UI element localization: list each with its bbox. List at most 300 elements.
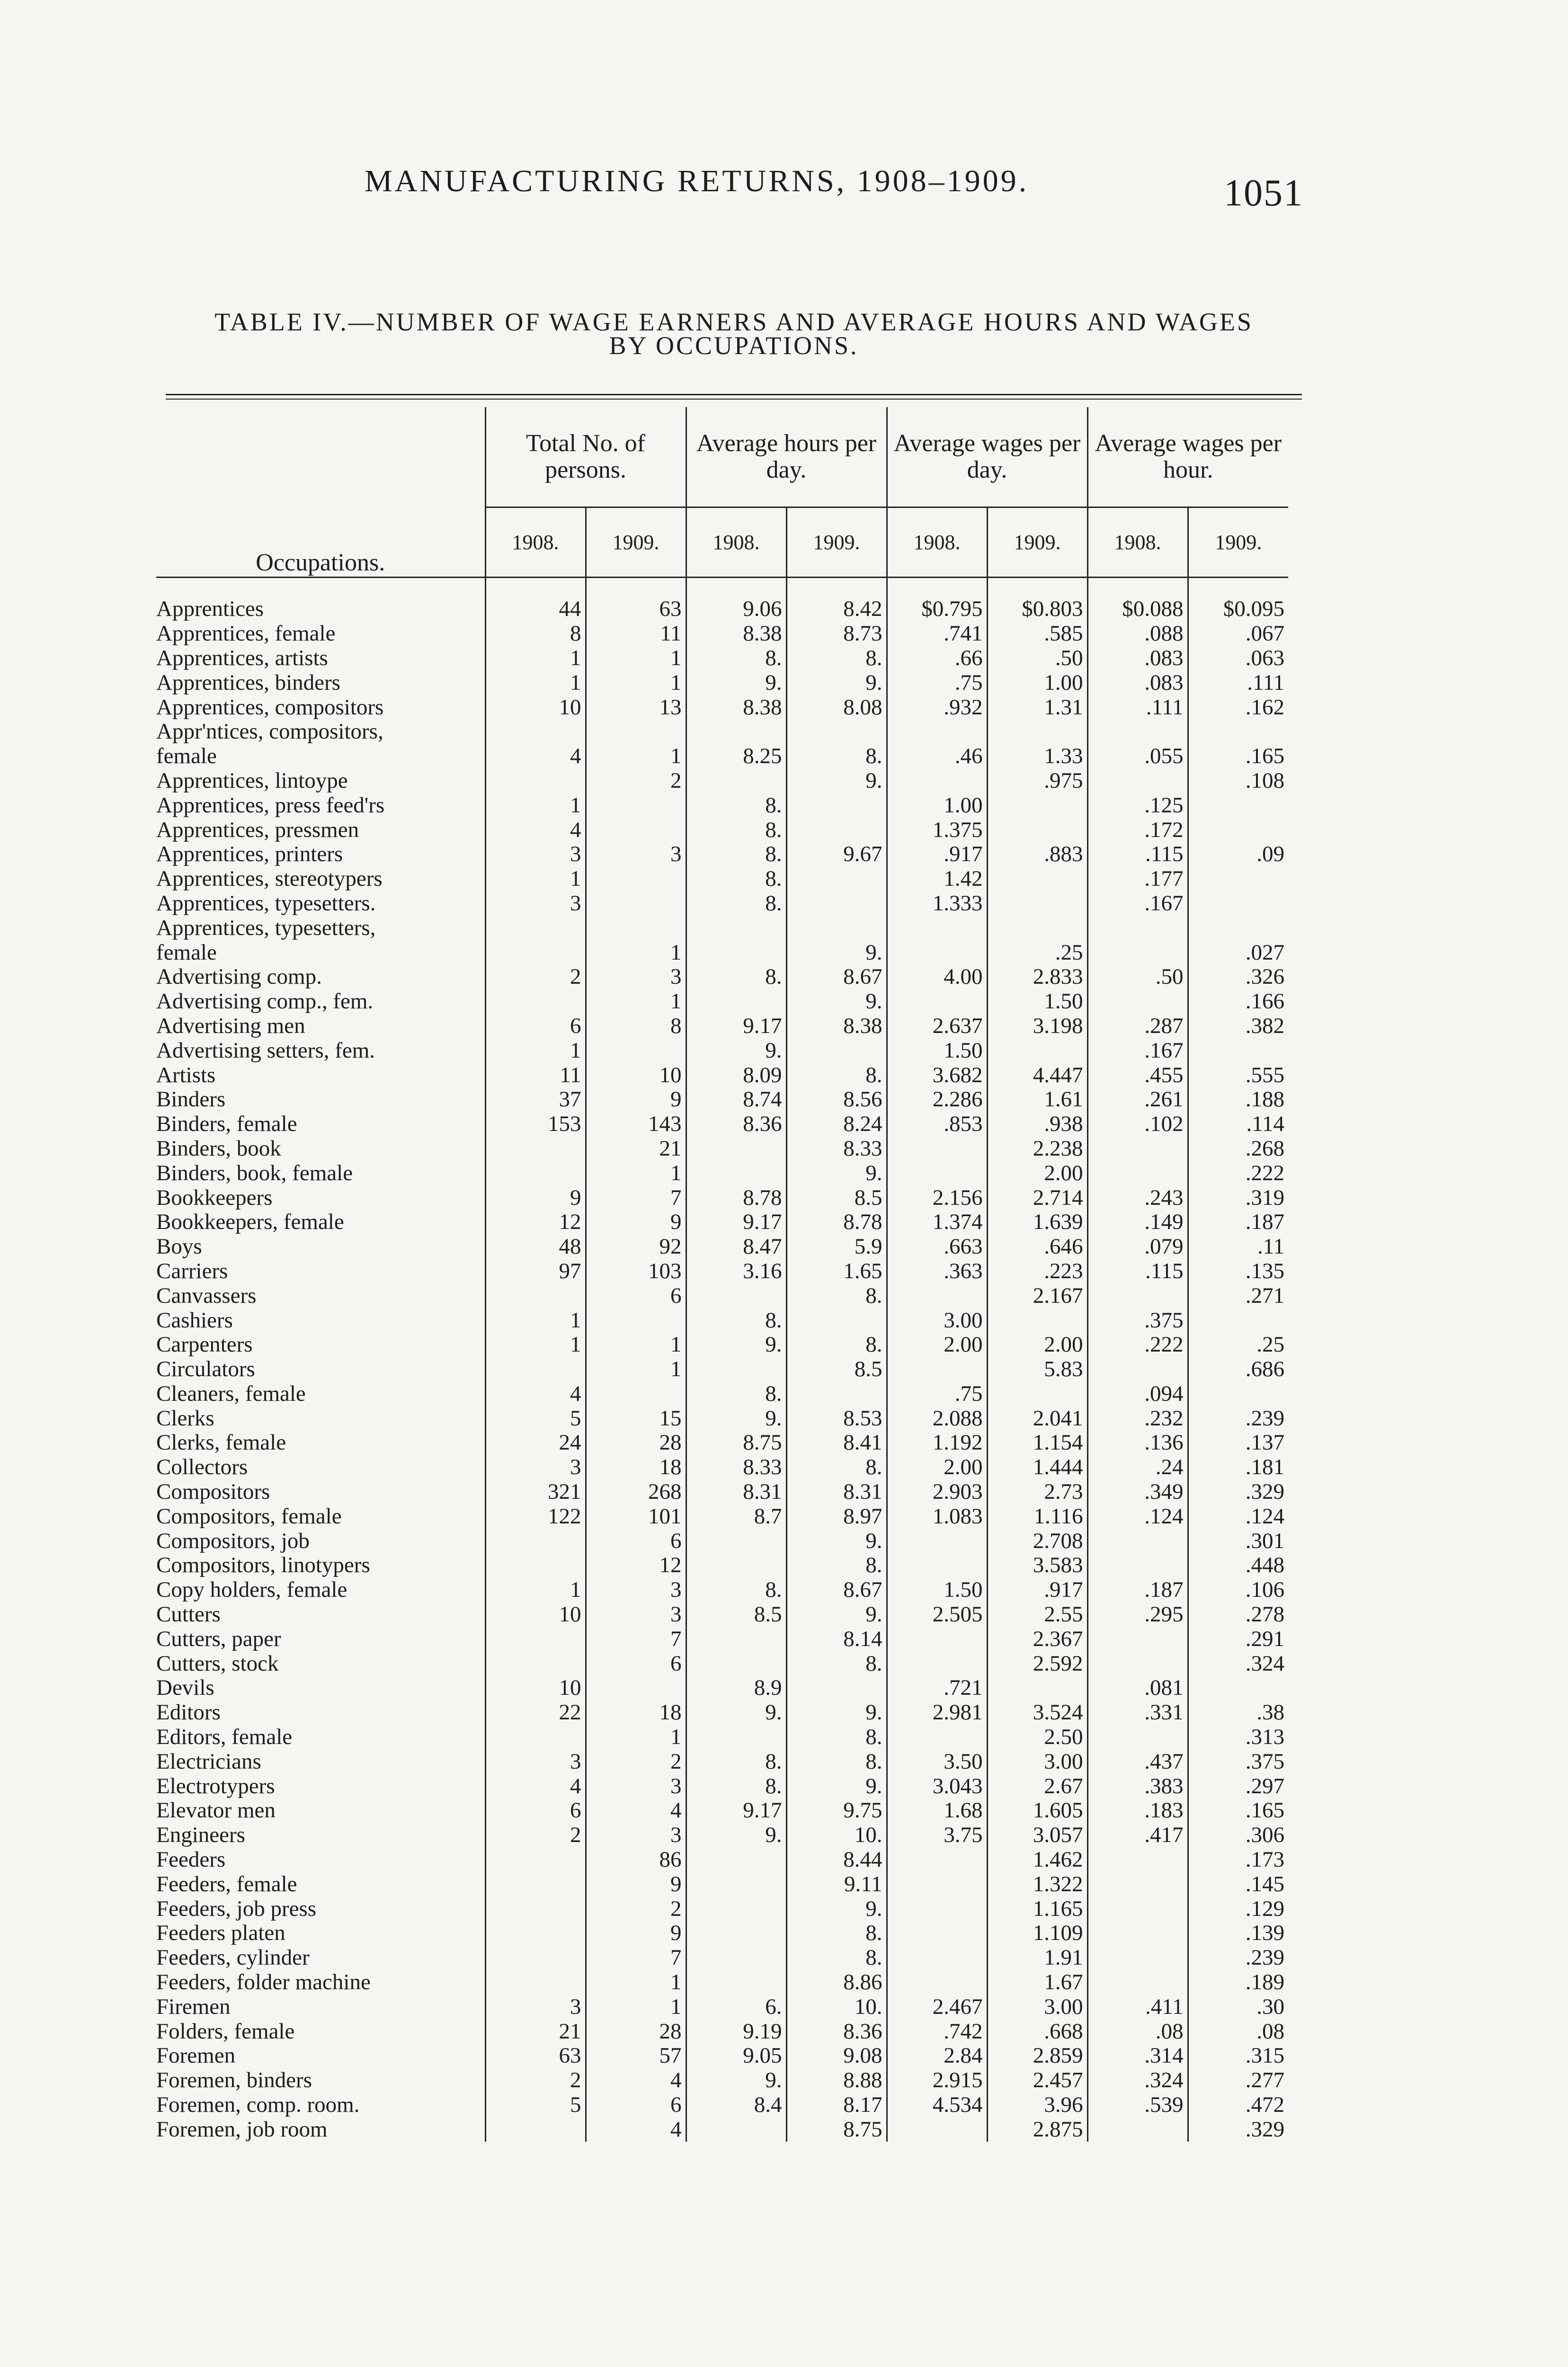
table-row <box>156 1063 1288 1087</box>
table-row <box>156 2019 1288 2044</box>
value-cell <box>485 1848 586 1872</box>
value-cell: .268 <box>1188 1137 1288 1161</box>
value-cell: 9. <box>786 1774 887 1798</box>
value-cell <box>586 1382 686 1406</box>
value-cell: 5 <box>485 2093 586 2118</box>
value-cell: 37 <box>485 1087 586 1112</box>
table-row <box>156 695 1288 720</box>
value-cell: 3.524 <box>987 1700 1087 1725</box>
value-cell: 321 <box>485 1480 586 1504</box>
occupation-cell: Apprentices, press feed'rs <box>156 793 385 818</box>
table-top-rule-2 <box>166 399 1302 400</box>
value-cell <box>686 1872 786 1896</box>
value-cell <box>485 769 586 793</box>
value-cell: .938 <box>987 1112 1087 1137</box>
value-cell: 3 <box>485 1749 586 1774</box>
value-cell <box>686 1627 786 1651</box>
value-cell: 2.088 <box>887 1406 987 1431</box>
occupation-cell: Circulators <box>156 1357 255 1382</box>
occupation-cell: Apprentices <box>156 596 264 622</box>
value-cell: 24 <box>485 1431 586 1455</box>
value-cell: 7 <box>586 1185 686 1210</box>
value-cell: .139 <box>1188 1921 1288 1946</box>
value-cell: 8. <box>686 1382 786 1406</box>
value-cell: 86 <box>586 1848 686 1872</box>
value-cell: 2.714 <box>987 1185 1087 1210</box>
value-cell: .306 <box>1188 1823 1288 1848</box>
value-cell: .472 <box>1188 2093 1288 2118</box>
value-cell <box>1188 1676 1288 1700</box>
value-cell: .25 <box>987 940 1087 965</box>
value-cell: 1 <box>485 1578 586 1602</box>
table-row <box>156 867 1288 891</box>
value-cell: 2.859 <box>987 2044 1087 2068</box>
value-cell: .187 <box>1188 1210 1288 1235</box>
value-cell: 1.374 <box>887 1210 987 1235</box>
occupation-cell: Elevator men <box>156 1798 276 1823</box>
value-cell: 6. <box>686 1994 786 2019</box>
value-cell: 8. <box>786 1553 887 1578</box>
value-cell: 8.53 <box>786 1406 887 1431</box>
value-cell: 10. <box>786 1994 887 2019</box>
value-cell: 8.17 <box>786 2093 887 2118</box>
value-cell: 9. <box>786 989 887 1014</box>
value-cell: 1.50 <box>887 1578 987 1602</box>
value-cell: 8.09 <box>686 1063 786 1087</box>
value-cell: .187 <box>1087 1578 1188 1602</box>
value-cell: .067 <box>1188 622 1288 646</box>
value-cell <box>586 818 686 842</box>
occupation-cell: Cutters, paper <box>156 1627 281 1651</box>
occupation-cell: Copy holders, female <box>156 1577 347 1602</box>
occupation-cell: Collectors <box>156 1455 248 1480</box>
value-cell: 21 <box>586 1137 686 1161</box>
value-cell: 8. <box>686 793 786 818</box>
table-row <box>156 744 1288 769</box>
occupation-cell: Apprentices, female <box>156 621 336 646</box>
value-cell: 2.167 <box>987 1283 1087 1308</box>
occupation-cell: Advertising setters, fem. <box>156 1038 375 1063</box>
value-cell: 3.96 <box>987 2093 1087 2118</box>
table-row <box>156 1749 1288 1774</box>
table-row <box>156 1087 1288 1112</box>
occupation-cell: Feeders, cylinder <box>156 1945 310 1970</box>
value-cell: .102 <box>1087 1112 1188 1137</box>
value-cell: 4 <box>485 1382 586 1406</box>
value-cell: .232 <box>1087 1406 1188 1431</box>
value-cell: .741 <box>887 622 987 646</box>
value-cell: .162 <box>1188 695 1288 720</box>
value-cell: 4.534 <box>887 2093 987 2118</box>
value-cell: 8.88 <box>786 2068 887 2093</box>
value-cell: .083 <box>1087 646 1188 671</box>
occupation-cell: Apprentices, lintoype <box>156 768 348 793</box>
value-cell: .917 <box>887 842 987 867</box>
value-cell: 2.156 <box>887 1185 987 1210</box>
value-cell: 1 <box>586 1970 686 1995</box>
value-cell: 8.38 <box>686 622 786 646</box>
value-cell: 4.00 <box>887 965 987 989</box>
value-cell: 143 <box>586 1112 686 1137</box>
table-row <box>156 2044 1288 2068</box>
year-header: 1908. <box>485 507 586 578</box>
value-cell: .375 <box>1087 1308 1188 1333</box>
value-cell: 3.682 <box>887 1063 987 1087</box>
value-cell: 9. <box>786 940 887 965</box>
occupation-cell: Bookkeepers <box>156 1185 273 1210</box>
table-row <box>156 769 1288 793</box>
value-cell: .167 <box>1087 1038 1188 1063</box>
value-cell: 9. <box>786 1896 887 1921</box>
occupation-cell: Feeders, female <box>156 1872 297 1896</box>
value-cell <box>887 1137 987 1161</box>
value-cell: 9.17 <box>686 1210 786 1235</box>
value-cell: 1 <box>485 646 586 671</box>
value-cell: .75 <box>887 670 987 695</box>
value-cell: 1.639 <box>987 1210 1087 1235</box>
value-cell <box>1087 1627 1188 1651</box>
value-cell: 1 <box>586 1357 686 1382</box>
value-cell: .46 <box>887 744 987 769</box>
occupation-cell: Apprentices, compositors <box>156 695 384 720</box>
value-cell: 18 <box>586 1700 686 1725</box>
table-row <box>156 818 1288 842</box>
value-cell: .277 <box>1188 2068 1288 2093</box>
value-cell: .30 <box>1188 1994 1288 2019</box>
value-cell: 3.75 <box>887 1823 987 1848</box>
value-cell <box>485 720 586 744</box>
occupation-cell: Advertising men <box>156 1014 305 1038</box>
value-cell <box>887 1529 987 1553</box>
occupation-cell: Foremen <box>156 2044 236 2068</box>
value-cell: 63 <box>586 578 686 622</box>
value-cell: .11 <box>1188 1235 1288 1259</box>
value-cell: $0.088 <box>1087 578 1188 622</box>
header-total-persons: Total No. of persons. <box>485 407 686 507</box>
value-cell: 6 <box>586 1529 686 1553</box>
value-cell <box>686 916 786 940</box>
value-cell <box>1188 1308 1288 1333</box>
value-cell <box>485 1970 586 1995</box>
occupation-cell: Electrotypers <box>156 1774 275 1798</box>
value-cell: 1.68 <box>887 1798 987 1823</box>
value-cell: 1.00 <box>987 670 1087 695</box>
value-cell: .932 <box>887 695 987 720</box>
value-cell: 2 <box>586 769 686 793</box>
table-row <box>156 1994 1288 2019</box>
value-cell: .115 <box>1087 1259 1188 1284</box>
value-cell <box>1087 1553 1188 1578</box>
value-cell <box>485 1161 586 1185</box>
value-cell: 12 <box>586 1553 686 1578</box>
occupation-cell: Cashiers <box>156 1308 233 1333</box>
value-cell: .663 <box>887 1235 987 1259</box>
table-row <box>156 670 1288 695</box>
value-cell <box>686 1137 786 1161</box>
value-cell: 10. <box>786 1823 887 1848</box>
value-cell: 1.192 <box>887 1431 987 1455</box>
value-cell: .291 <box>1188 1627 1288 1651</box>
value-cell: .222 <box>1087 1333 1188 1357</box>
table-row <box>156 1872 1288 1896</box>
value-cell <box>887 940 987 965</box>
value-cell: 1.154 <box>987 1431 1087 1455</box>
running-title: MANUFACTURING RETURNS, 1908–1909. <box>365 164 1029 198</box>
value-cell: 1 <box>485 1038 586 1063</box>
value-cell: 8.78 <box>686 1185 786 1210</box>
occupation-cell: female <box>156 744 217 769</box>
value-cell: 8. <box>786 1921 887 1946</box>
value-cell <box>1087 989 1188 1014</box>
value-cell: .094 <box>1087 1382 1188 1406</box>
value-cell: .324 <box>1188 1651 1288 1676</box>
value-cell: .129 <box>1188 1896 1288 1921</box>
value-cell: .08 <box>1087 2019 1188 2044</box>
value-cell: .975 <box>987 769 1087 793</box>
occupation-cell: Apprentices, stereotypers <box>156 866 383 891</box>
table-row <box>156 842 1288 867</box>
value-cell: 2.00 <box>887 1333 987 1357</box>
value-cell: 1 <box>485 867 586 891</box>
value-cell: 92 <box>586 1235 686 1259</box>
value-cell: 4 <box>586 2117 686 2142</box>
value-cell: 2.367 <box>987 1627 1087 1651</box>
value-cell <box>786 891 887 916</box>
value-cell <box>686 1553 786 1578</box>
value-cell: .278 <box>1188 1602 1288 1627</box>
value-cell: .50 <box>987 646 1087 671</box>
value-cell <box>1188 891 1288 916</box>
value-cell: .027 <box>1188 940 1288 965</box>
value-cell: 8. <box>686 1749 786 1774</box>
value-cell: .301 <box>1188 1529 1288 1553</box>
value-cell: .363 <box>887 1259 987 1284</box>
table-row <box>156 1382 1288 1406</box>
value-cell <box>1188 916 1288 940</box>
value-cell: 8.73 <box>786 622 887 646</box>
value-cell: .455 <box>1087 1063 1188 1087</box>
value-cell: 1.65 <box>786 1259 887 1284</box>
value-cell: 1.462 <box>987 1848 1087 1872</box>
value-cell: 6 <box>586 1283 686 1308</box>
value-cell: .287 <box>1087 1014 1188 1039</box>
table-row <box>156 1259 1288 1284</box>
value-cell: .315 <box>1188 2044 1288 2068</box>
value-cell: .239 <box>1188 1946 1288 1970</box>
value-cell: 9.67 <box>786 842 887 867</box>
value-cell: 2.467 <box>887 1994 987 2019</box>
value-cell: 8. <box>786 1063 887 1087</box>
value-cell <box>987 793 1087 818</box>
value-cell: .331 <box>1087 1700 1188 1725</box>
value-cell <box>586 1308 686 1333</box>
value-cell: 2.286 <box>887 1087 987 1112</box>
value-cell: 1.91 <box>987 1946 1087 1970</box>
occupation-cell: Appr'ntices, compositors, <box>156 719 383 744</box>
value-cell <box>686 1946 786 1970</box>
value-cell <box>1087 769 1188 793</box>
value-cell: .222 <box>1188 1161 1288 1185</box>
value-cell <box>887 1848 987 1872</box>
table-row <box>156 1357 1288 1382</box>
value-cell <box>485 1651 586 1676</box>
value-cell: 48 <box>485 1235 586 1259</box>
value-cell: 8.9 <box>686 1676 786 1700</box>
value-cell <box>485 1872 586 1896</box>
value-cell <box>686 1921 786 1946</box>
value-cell <box>887 1627 987 1651</box>
value-cell <box>485 1137 586 1161</box>
table-row <box>156 622 1288 646</box>
value-cell: .297 <box>1188 1774 1288 1798</box>
table-row <box>156 1185 1288 1210</box>
value-cell: 8 <box>586 1014 686 1039</box>
value-cell: 2.833 <box>987 965 1087 989</box>
value-cell <box>1188 1382 1288 1406</box>
value-cell: 1.67 <box>987 1970 1087 1995</box>
value-cell: 8.75 <box>686 1431 786 1455</box>
year-header: 1908. <box>1087 507 1188 578</box>
value-cell: 21 <box>485 2019 586 2044</box>
value-cell: 1.109 <box>987 1921 1087 1946</box>
value-cell <box>987 1382 1087 1406</box>
value-cell: .75 <box>887 1382 987 1406</box>
value-cell: .326 <box>1188 965 1288 989</box>
value-cell: .149 <box>1087 1210 1188 1235</box>
value-cell <box>987 1676 1087 1700</box>
value-cell: 10 <box>485 1602 586 1627</box>
value-cell: 2.981 <box>887 1700 987 1725</box>
value-cell: 2.592 <box>987 1651 1087 1676</box>
value-cell <box>1087 1529 1188 1553</box>
table-row <box>156 916 1288 940</box>
value-cell: 4 <box>586 2068 686 2093</box>
value-cell: 8.38 <box>786 1014 887 1039</box>
value-cell: 2.00 <box>987 1333 1087 1357</box>
value-cell: 1 <box>485 1308 586 1333</box>
table-row <box>156 1602 1288 1627</box>
value-cell: .181 <box>1188 1455 1288 1480</box>
occupation-cell: Compositors, female <box>156 1504 342 1529</box>
value-cell: 1.42 <box>887 867 987 891</box>
value-cell: .136 <box>1087 1431 1188 1455</box>
value-cell: 8. <box>786 1455 887 1480</box>
value-cell: 9. <box>786 1161 887 1185</box>
value-cell: 13 <box>586 695 686 720</box>
value-cell: 9.17 <box>686 1798 786 1823</box>
value-cell: 1 <box>586 940 686 965</box>
value-cell: 9. <box>686 1823 786 1848</box>
value-cell: 2.708 <box>987 1529 1087 1553</box>
value-cell: 9 <box>586 1872 686 1896</box>
value-cell: 3.16 <box>686 1259 786 1284</box>
value-cell: 8. <box>686 1774 786 1798</box>
value-cell: 8.08 <box>786 695 887 720</box>
value-cell: 2 <box>485 1823 586 1848</box>
value-cell <box>586 916 686 940</box>
value-cell: 3.00 <box>987 1994 1087 2019</box>
value-cell <box>987 818 1087 842</box>
value-cell: .324 <box>1087 2068 1188 2093</box>
value-cell: .177 <box>1087 867 1188 891</box>
value-cell <box>786 1676 887 1700</box>
value-cell: 9. <box>786 769 887 793</box>
value-cell <box>485 1529 586 1553</box>
value-cell <box>1087 1921 1188 1946</box>
table-row <box>156 2093 1288 2118</box>
value-cell: 1 <box>586 1994 686 2019</box>
table-row <box>156 1161 1288 1185</box>
value-cell <box>786 1038 887 1063</box>
value-cell: .108 <box>1188 769 1288 793</box>
value-cell: $0.095 <box>1188 578 1288 622</box>
occupation-cell: Advertising comp. <box>156 964 322 989</box>
table-row <box>156 1774 1288 1798</box>
table-row <box>156 1725 1288 1750</box>
value-cell: .261 <box>1087 1087 1188 1112</box>
value-cell <box>987 1038 1087 1063</box>
value-cell: 2.00 <box>987 1161 1087 1185</box>
value-cell: 8.36 <box>686 1112 786 1137</box>
value-cell: .721 <box>887 1676 987 1700</box>
value-cell: 1.083 <box>887 1504 987 1529</box>
value-cell: .167 <box>1087 891 1188 916</box>
value-cell: 8. <box>786 646 887 671</box>
occupation-cell: Electricians <box>156 1749 261 1774</box>
table-row <box>156 1848 1288 1872</box>
value-cell: .313 <box>1188 1725 1288 1750</box>
value-cell: .135 <box>1188 1259 1288 1284</box>
value-cell: 8.44 <box>786 1848 887 1872</box>
value-cell <box>485 1283 586 1308</box>
value-cell: .115 <box>1087 842 1188 867</box>
value-cell: .239 <box>1188 1406 1288 1431</box>
year-header: 1909. <box>1188 507 1288 578</box>
year-header: 1909. <box>586 507 686 578</box>
table-row <box>156 793 1288 818</box>
value-cell <box>485 1725 586 1750</box>
occupation-cell: Devils <box>156 1676 214 1700</box>
value-cell: 9. <box>686 1333 786 1357</box>
value-cell: 8.47 <box>686 1235 786 1259</box>
value-cell: .24 <box>1087 1455 1188 1480</box>
value-cell: 9. <box>686 2068 786 2093</box>
value-cell: 9.08 <box>786 2044 887 2068</box>
value-cell: 9.11 <box>786 1872 887 1896</box>
value-cell <box>586 891 686 916</box>
value-cell <box>887 1872 987 1896</box>
value-cell: 8. <box>786 1946 887 1970</box>
occupation-cell: Apprentices, binders <box>156 670 340 695</box>
value-cell: 3 <box>586 1774 686 1798</box>
value-cell: .271 <box>1188 1283 1288 1308</box>
value-cell: 8.97 <box>786 1504 887 1529</box>
value-cell: 8.78 <box>786 1210 887 1235</box>
value-cell: .38 <box>1188 1700 1288 1725</box>
table-title-line-1: TABLE IV.—NUMBER OF WAGE EARNERS AND AVERAGE HOURS AND WAGES <box>214 308 1253 336</box>
value-cell: 1 <box>485 1333 586 1357</box>
value-cell <box>887 1283 987 1308</box>
table-row <box>156 646 1288 671</box>
value-cell: .165 <box>1188 1798 1288 1823</box>
value-cell: 8.67 <box>786 1578 887 1602</box>
value-cell: .555 <box>1188 1063 1288 1087</box>
value-cell: 1.333 <box>887 891 987 916</box>
value-cell <box>485 1357 586 1382</box>
occupation-cell: Carpenters <box>156 1332 253 1357</box>
value-cell: 10 <box>586 1063 686 1087</box>
occupation-cell: Feeders, folder machine <box>156 1970 371 1995</box>
